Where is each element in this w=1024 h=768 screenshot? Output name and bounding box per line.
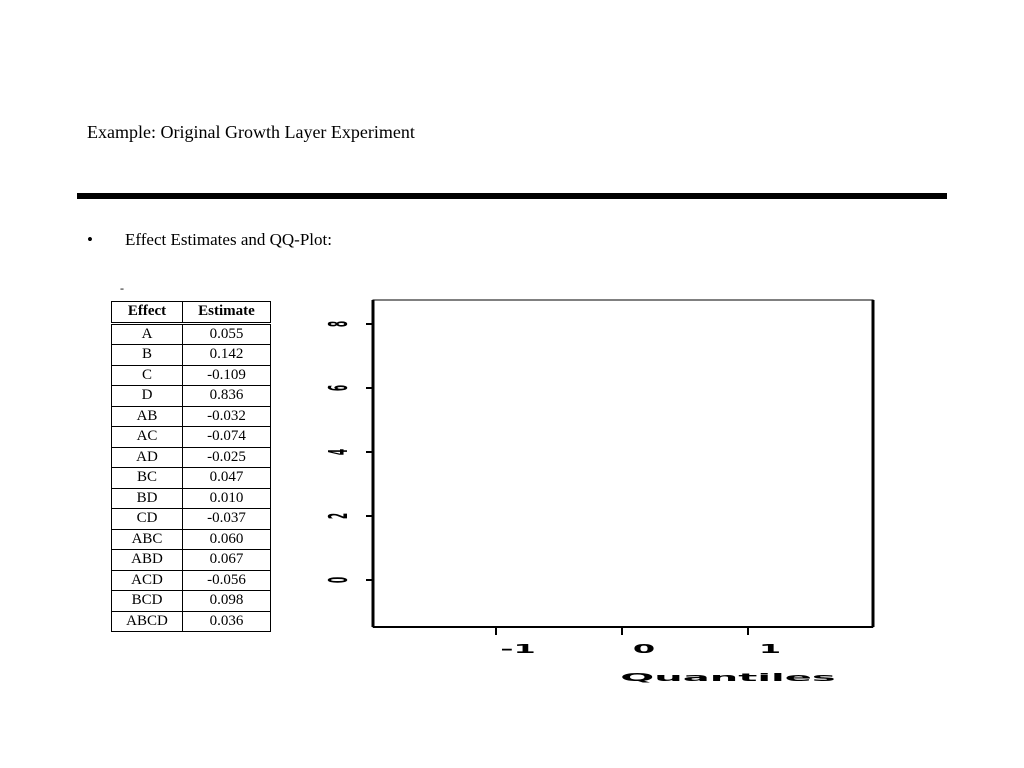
effect-cell: C (112, 365, 183, 386)
header-estimate: Estimate (183, 302, 271, 324)
slide-title: Example: Original Growth Layer Experiment (87, 122, 415, 142)
x-tick-label: 0 (632, 642, 656, 656)
estimate-cell: -0.032 (183, 406, 271, 427)
bullet-symbol: • (87, 230, 93, 249)
effect-cell: AC (112, 427, 183, 448)
title-rule (77, 193, 947, 199)
effect-cell: BC (112, 468, 183, 489)
effect-cell: A (112, 323, 183, 345)
table-header-row (112, 302, 271, 324)
table-row (112, 427, 271, 448)
x-ticks (496, 627, 781, 656)
estimate-cell: 0.067 (183, 550, 271, 571)
stray-dash: - (120, 281, 124, 295)
effect-cell: D (112, 386, 183, 407)
table-row (112, 323, 271, 345)
estimate-cell: -0.074 (183, 427, 271, 448)
bullet-text: Effect Estimates and QQ-Plot: (125, 230, 332, 249)
estimate-cell: -0.025 (183, 447, 271, 468)
table-row (112, 611, 271, 632)
x-tick-label: -1 (500, 642, 536, 656)
x-tick-label: 1 (758, 642, 782, 656)
plot-frame (373, 300, 873, 627)
effect-cell: AB (112, 406, 183, 427)
effect-cell: ACD (112, 570, 183, 591)
estimate-cell: 0.142 (183, 345, 271, 366)
effect-cell: B (112, 345, 183, 366)
estimate-cell: -0.056 (183, 570, 271, 591)
y-tick-label: 4 (323, 448, 354, 456)
table-row (112, 550, 271, 571)
table-row (112, 591, 271, 612)
table-row (112, 468, 271, 489)
table-row (112, 447, 271, 468)
y-tick-label: 2 (323, 512, 354, 520)
table-row (112, 386, 271, 407)
y-tick-label: 6 (323, 384, 354, 392)
y-tick-label: 0 (323, 576, 354, 584)
table-row (112, 406, 271, 427)
estimate-cell: 0.010 (183, 488, 271, 509)
table-row (112, 365, 271, 386)
table-row (112, 509, 271, 530)
estimate-cell: 0.060 (183, 529, 271, 550)
table-row (112, 529, 271, 550)
table-row (112, 345, 271, 366)
y-ticks (323, 321, 373, 583)
estimate-cell: 0.098 (183, 591, 271, 612)
estimate-cell: 0.836 (183, 386, 271, 407)
table-body (112, 323, 271, 632)
qq-plot (300, 290, 920, 700)
effect-cell: ABC (112, 529, 183, 550)
effect-cell: ABD (112, 550, 183, 571)
effect-cell: ABCD (112, 611, 183, 632)
estimate-cell: -0.037 (183, 509, 271, 530)
effect-cell: CD (112, 509, 183, 530)
table-row (112, 570, 271, 591)
bullet-line (87, 230, 332, 250)
effects-table (111, 301, 271, 632)
effect-cell: AD (112, 447, 183, 468)
y-tick-label: 8 (323, 320, 354, 328)
estimate-cell: -0.109 (183, 365, 271, 386)
estimate-cell: 0.036 (183, 611, 271, 632)
estimate-cell: 0.047 (183, 468, 271, 489)
effect-cell: BCD (112, 591, 183, 612)
effect-cell: BD (112, 488, 183, 509)
x-axis-label: Quantiles (620, 670, 836, 684)
table-row (112, 488, 271, 509)
header-effect: Effect (112, 302, 183, 324)
estimate-cell: 0.055 (183, 323, 271, 345)
